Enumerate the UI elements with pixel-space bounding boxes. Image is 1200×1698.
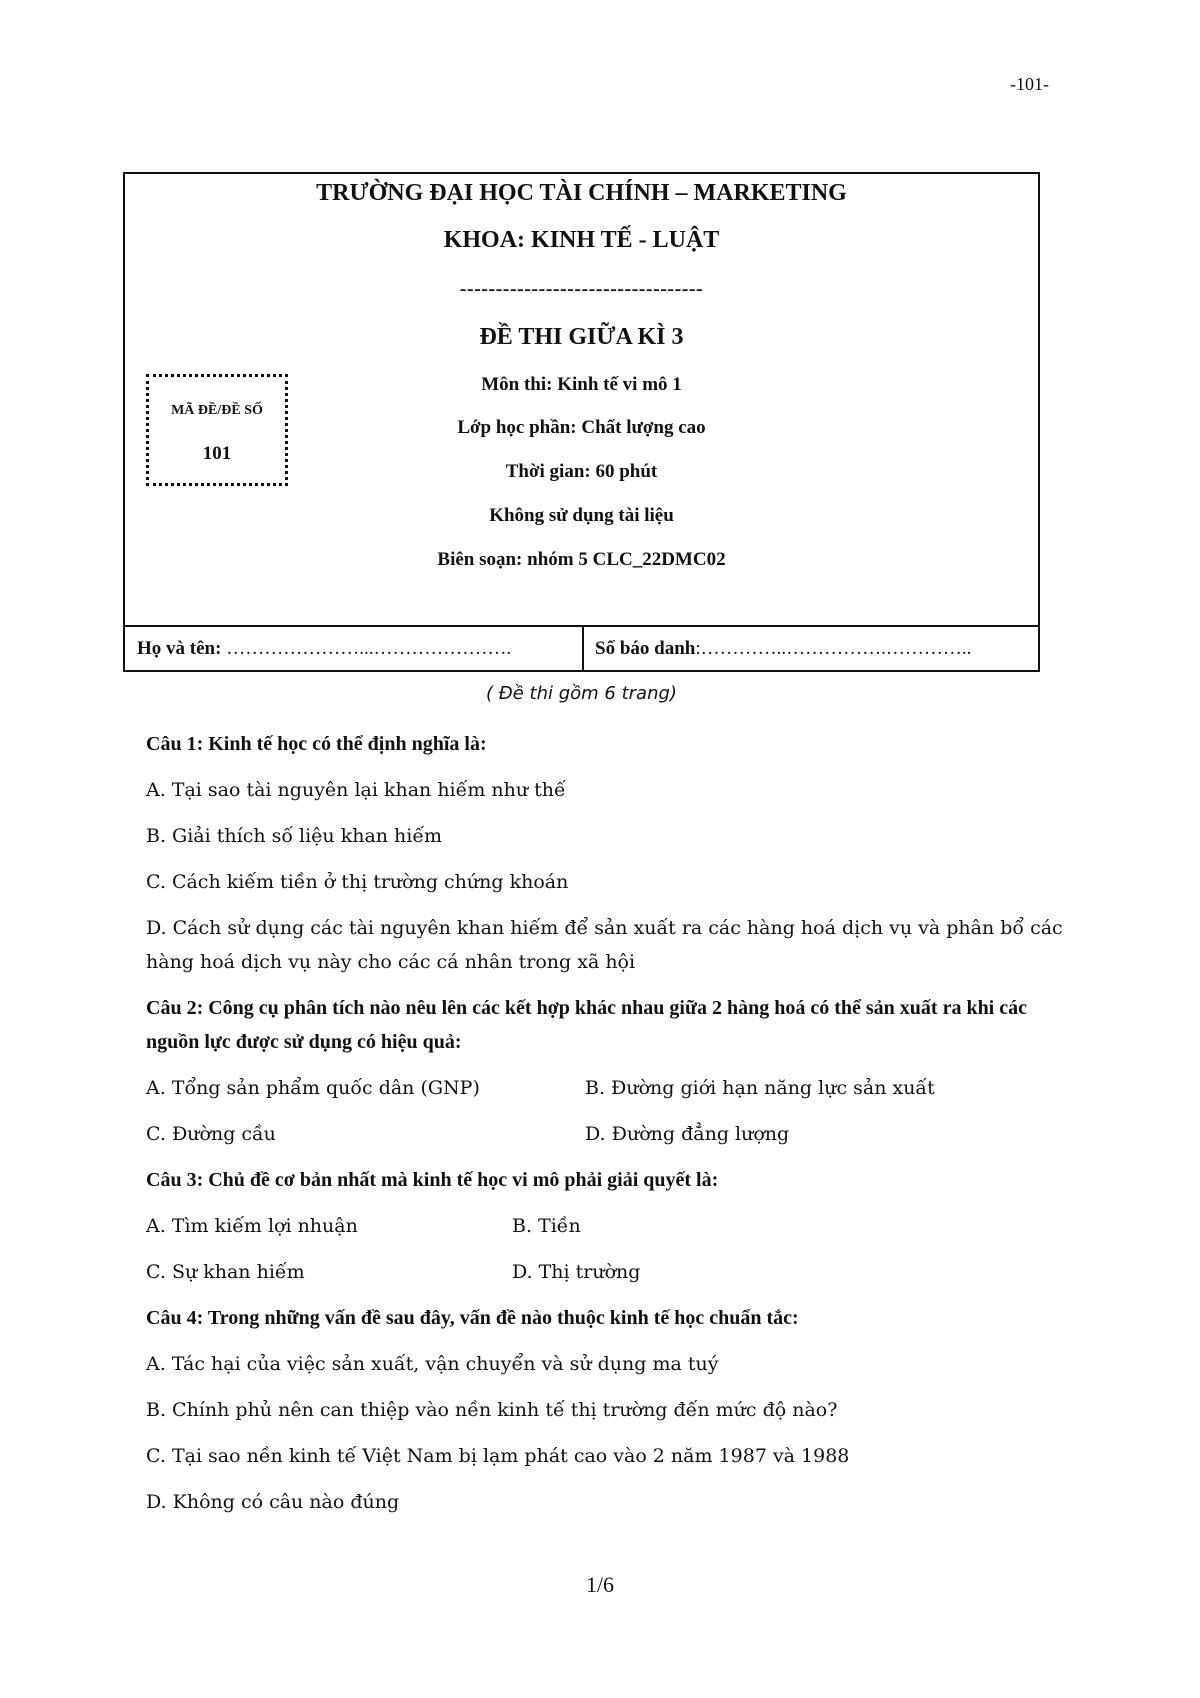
question-list	[146, 727, 1066, 1519]
option-1a: A. Tại sao tài nguyên lại khan hiếm như thế	[146, 779, 566, 801]
question-4: Câu 4: Trong những vấn đề sau đây, vấn đề nào thuộc kinh tế học chuẩn tắc:	[146, 1307, 799, 1329]
exam-title: ĐỀ THI GIỮA KÌ 3	[479, 324, 684, 350]
materials-rule: Không sử dụng tài liệu	[489, 505, 674, 526]
option-4b: B. Chính phủ nên can thiệp vào nền kinh tế thị trường đến mức độ nào?	[146, 1399, 838, 1421]
student-info-row	[125, 625, 1038, 672]
compiled-by: Biên soạn: nhóm 5 CLC_22DMC02	[437, 549, 726, 570]
exam-code-label: MÃ ĐỀ/ĐỀ SỐ	[171, 403, 263, 418]
student-name-label: Họ và tên:	[137, 638, 222, 659]
options-row-2cd	[146, 1117, 1066, 1151]
option-3d: D. Thị trường	[512, 1261, 641, 1283]
option-4d: D. Không có câu nào đúng	[146, 1491, 400, 1513]
option-2b: B. Đường giới hạn năng lực sản xuất	[585, 1077, 935, 1099]
exam-code-value: 101	[202, 443, 232, 464]
option-4a: A. Tác hại của việc sản xuất, vận chuyển và sử dụng ma tuý	[146, 1353, 719, 1375]
class-section: Lớp học phần: Chất lượng cao	[457, 417, 706, 438]
student-id-field[interactable]	[595, 638, 971, 660]
school-name: TRƯỜNG ĐẠI HỌC TÀI CHÍNH – MARKETING	[316, 180, 847, 206]
student-id-dots: :…………..…………….…………..	[695, 638, 972, 659]
exam-subject: Môn thi: Kinh tế vi mô 1	[481, 374, 682, 395]
options-row-3ab	[146, 1209, 1066, 1243]
student-id-label: Số báo danh	[595, 638, 696, 659]
option-3a: A. Tìm kiếm lợi nhuận	[146, 1215, 358, 1237]
option-3b: B. Tiền	[512, 1215, 581, 1237]
option-2d: D. Đường đẳng lượng	[585, 1123, 790, 1145]
option-3c: C. Sự khan hiếm	[146, 1261, 305, 1283]
exam-header-box	[123, 172, 1040, 672]
option-1d: D. Cách sử dụng các tài nguyên khan hiếm để sản xuất ra các hàng hoá dịch vụ và phân bổ các hàng hoá dịch vụ này cho các cá nhân trong xã hội	[146, 917, 1063, 973]
exam-code-box	[146, 374, 288, 486]
option-2a: A. Tổng sản phẩm quốc dân (GNP)	[146, 1077, 480, 1099]
question-1: Câu 1: Kinh tế học có thể định nghĩa là:	[146, 733, 487, 755]
option-1b: B. Giải thích số liệu khan hiếm	[146, 825, 443, 847]
student-name-dots: …………………...………………….	[221, 638, 512, 659]
separator-dashes: ----------------------------------	[459, 278, 704, 300]
question-2: Câu 2: Công cụ phân tích nào nêu lên các kết hợp khác nhau giữa 2 hàng hoá có thể sản xuất ra khi các nguồn lực được sử dụng có hiệu quả:	[146, 997, 1027, 1053]
faculty-name: KHOA: KINH TẾ - LUẬT	[443, 227, 720, 253]
options-row-3cd	[146, 1255, 1066, 1289]
student-name-field[interactable]	[137, 638, 511, 660]
option-1c: C. Cách kiếm tiền ở thị trường chứng khoán	[146, 871, 569, 893]
info-divider	[582, 627, 584, 672]
exam-time: Thời gian: 60 phút	[505, 461, 658, 482]
page-number: 1/6	[585, 1572, 615, 1597]
question-3: Câu 3: Chủ đề cơ bản nhất mà kinh tế học vi mô phải giải quyết là:	[146, 1169, 719, 1191]
page-code: -101-	[1010, 74, 1049, 94]
options-row-2ab	[146, 1071, 1066, 1105]
option-4c: C. Tại sao nền kinh tế Việt Nam bị lạm phát cao vào 2 năm 1987 và 1988	[146, 1445, 850, 1467]
page-count-note: ( Đề thi gồm 6 trang)	[486, 683, 677, 704]
option-2c: C. Đường cầu	[146, 1123, 276, 1145]
